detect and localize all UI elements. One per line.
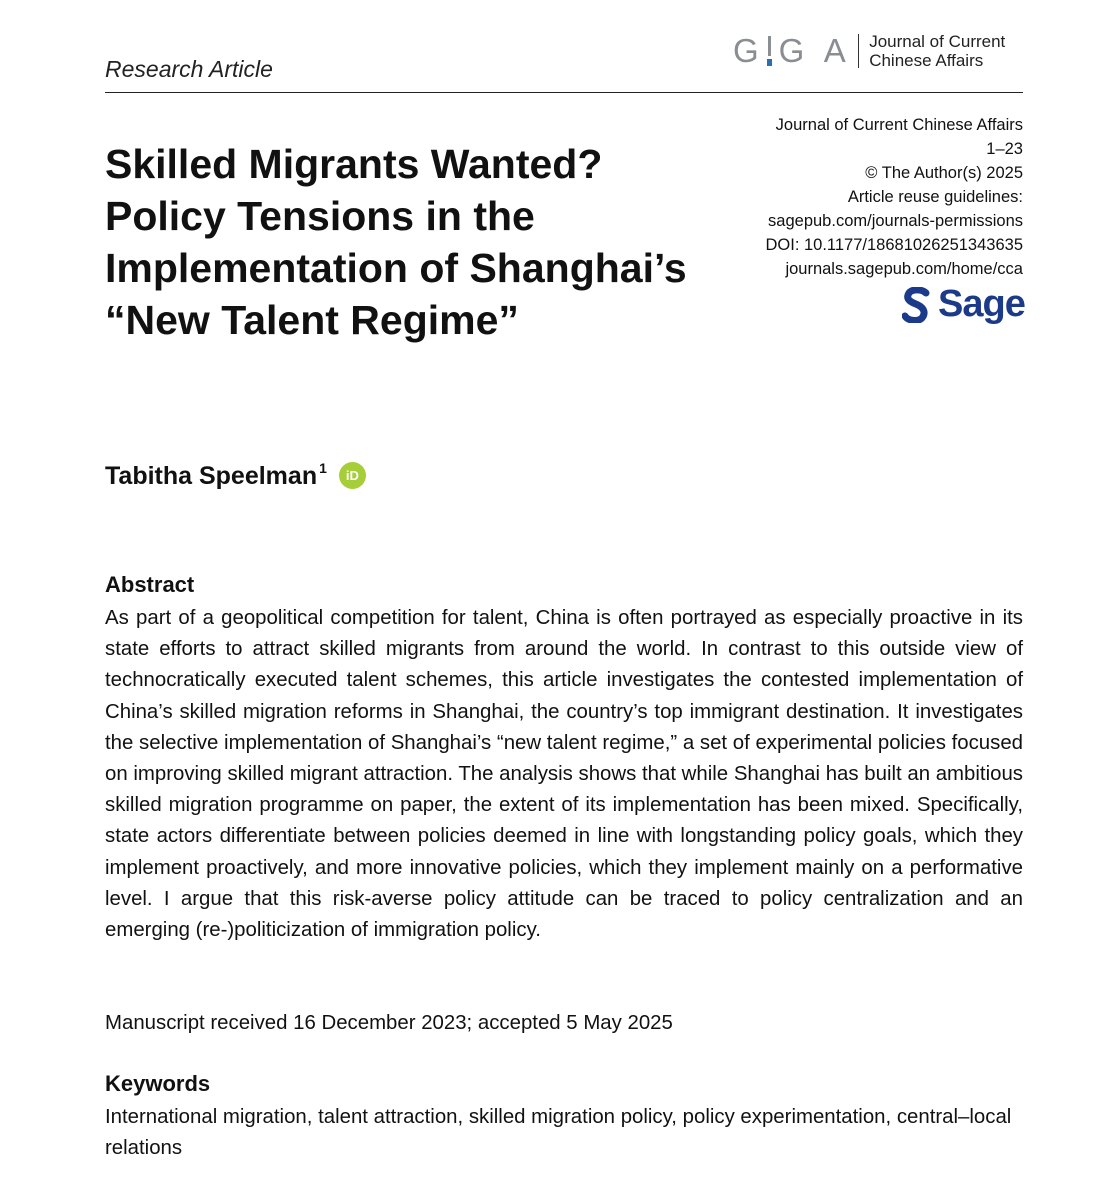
giga-journal-line1: Journal of Current (869, 32, 1006, 51)
author-affiliation-mark: 1 (319, 460, 327, 476)
abstract-heading: Abstract (105, 572, 195, 597)
meta-journal: Journal of Current Chinese Affairs (775, 116, 1023, 134)
meta-homepage[interactable]: journals.sagepub.com/home/cca (785, 260, 1023, 278)
giga-letters-left: G (733, 32, 765, 69)
meta-doi[interactable]: DOI: 10.1177/18681026251343635 (765, 236, 1023, 254)
keywords-heading: Keywords (105, 1071, 211, 1096)
manuscript-dates: Manuscript received 16 December 2023; accepted 5 May 2025 (105, 1012, 673, 1034)
article-type-label: Research Article (105, 56, 273, 82)
sage-s-icon (902, 287, 932, 323)
giga-journal-name (869, 32, 1005, 70)
meta-copyright: © The Author(s) 2025 (865, 164, 1023, 182)
giga-i-icon (767, 36, 773, 66)
header-rule (105, 92, 1023, 93)
sage-wordmark: Sage (938, 283, 1025, 325)
orcid-icon[interactable]: iD (339, 462, 366, 489)
giga-divider (858, 34, 860, 68)
giga-logo-mark (733, 32, 852, 70)
giga-logo (733, 31, 1005, 71)
meta-reuse-label: Article reuse guidelines: (847, 188, 1023, 206)
sage-logo (902, 283, 1025, 326)
author-line (105, 462, 366, 491)
giga-letters-right: G A (778, 32, 852, 69)
giga-journal-line2: Chinese Affairs (869, 51, 984, 70)
meta-reuse-link[interactable]: sagepub.com/journals-permissions (768, 212, 1023, 230)
keywords-text: International migration, talent attraction, skilled migration policy, policy experimentation, central–local relations (105, 1106, 1012, 1160)
meta-pages: 1–23 (986, 140, 1023, 158)
abstract-text: As part of a geopolitical competition for talent, China is often portrayed as especially proactive in its state efforts to attract skilled migrants from around the world. In contrast to this outside view of technocratically executed talent schemes, this article investigates the contested implementation of China’s skilled migration reforms in Shanghai, the country’s top immigrant destination. It investigates the selective implementation of Shanghai’s “new talent regime,” a set of experimental policies focused on improving skilled migrant attraction. The analysis shows that while Shanghai has built an ambitious skilled migration programme on paper, the extent of its implementation has been mixed. Specifically, state actors differentiate between policies deemed in line with longstanding policy goals, which they implement proactively, and more innovative policies, which they implement mainly on a performative level. I argue that this risk-averse policy attitude can be traced to policy centralization and an emerging (re-)politicization of immigration policy. (105, 607, 1023, 942)
article-title: Skilled Migrants Wanted? Policy Tensions in the Implementation of Shanghai’s “New Talent Regime” (105, 141, 687, 343)
article-meta (765, 113, 1023, 281)
author-name: Tabitha Speelman (105, 462, 318, 490)
